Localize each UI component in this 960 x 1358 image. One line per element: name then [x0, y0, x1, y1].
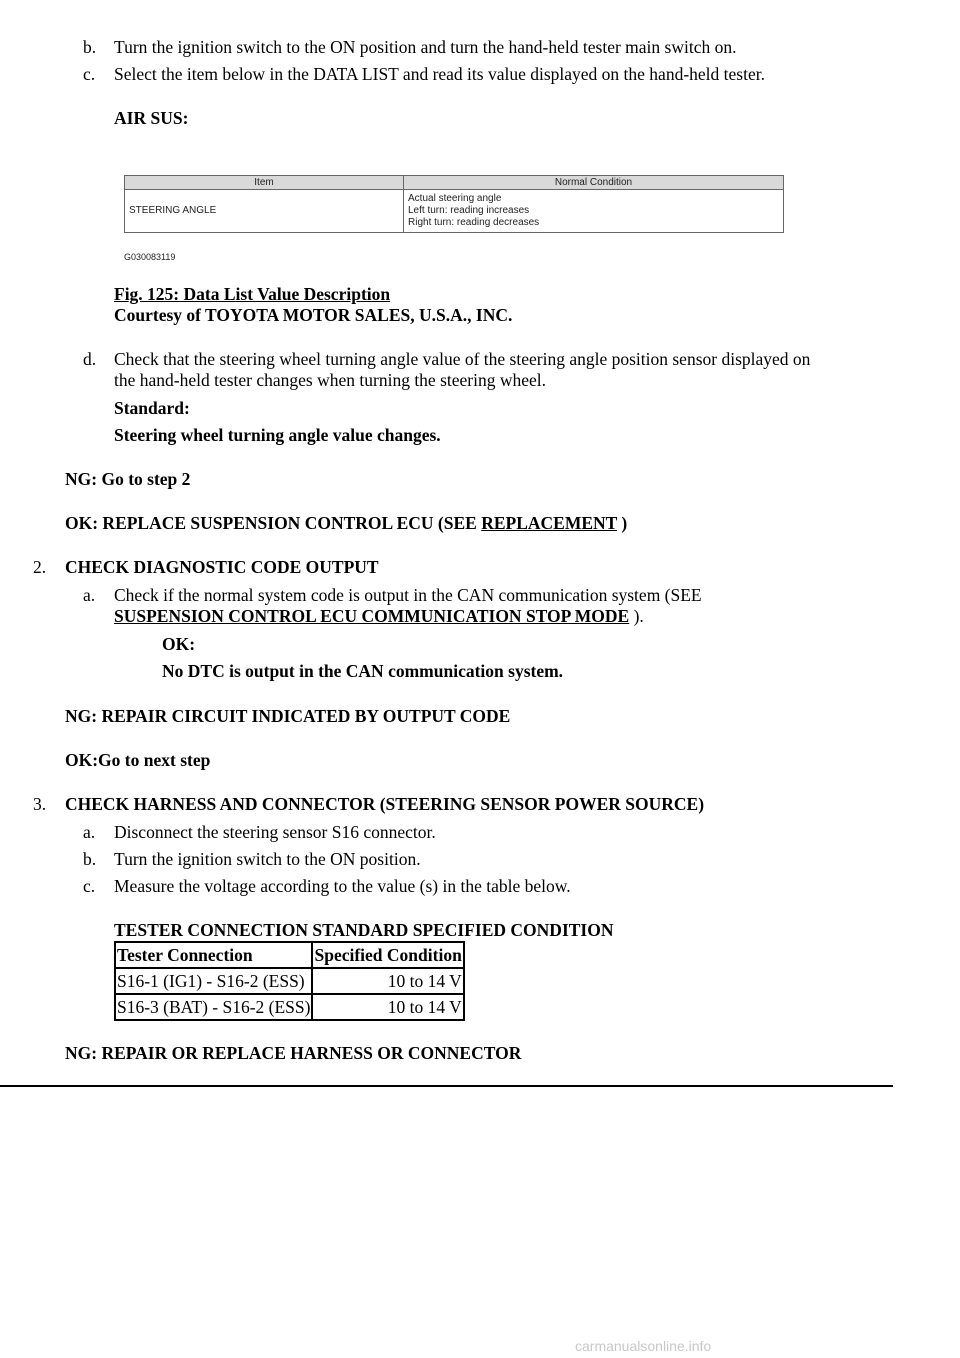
air-sus-heading: AIR SUS:	[114, 108, 189, 128]
list-marker-b: b.	[83, 37, 97, 57]
step3-title: CHECK HARNESS AND CONNECTOR (STEERING SENSOR POWER SOURCE)	[65, 794, 705, 814]
data-list-figure	[124, 175, 784, 262]
list-marker-c: c.	[83, 64, 96, 84]
step-number-2: 2.	[33, 557, 47, 577]
standard-text: Steering wheel turning angle value changes.	[114, 425, 441, 445]
ok-step1-suffix: )	[617, 513, 628, 533]
table-header-connection: Tester Connection	[115, 942, 312, 968]
table-cell-condition: 10 to 14 V	[312, 994, 463, 1020]
instruction-c: Select the item below in the DATA LIST and read its value displayed on the hand-held tester.	[114, 64, 765, 84]
figure-condition-line-2: Left turn: reading increases	[408, 205, 530, 216]
figure-row-condition	[404, 190, 784, 233]
figure-col-item: Item	[125, 176, 404, 190]
step-number-3: 3.	[33, 794, 47, 814]
list-marker-3b: b.	[83, 849, 97, 869]
courtesy-line: Courtesy of TOYOTA MOTOR SALES, U.S.A., INC.	[114, 305, 513, 325]
ok-step1	[65, 513, 627, 534]
ng-step1: NG: Go to step 2	[65, 469, 191, 489]
replacement-link[interactable]: REPLACEMENT	[481, 513, 618, 533]
instruction-2a: Check if the normal system code is output in the CAN communication system (SEE	[114, 585, 702, 605]
instruction-3b: Turn the ignition switch to the ON position.	[114, 849, 421, 869]
spec-table	[114, 941, 465, 1021]
figure-condition-line-3: Right turn: reading decreases	[408, 217, 540, 228]
figure-code: G030083119	[124, 252, 176, 262]
ok-label: OK:	[162, 634, 196, 654]
page-divider	[0, 1085, 893, 1087]
step2-title: CHECK DIAGNOSTIC CODE OUTPUT	[65, 557, 379, 577]
ng-step2: NG: REPAIR CIRCUIT INDICATED BY OUTPUT CODE	[65, 706, 511, 726]
list-marker-a: a.	[83, 585, 96, 605]
instruction-3c: Measure the voltage according to the value (s) in the table below.	[114, 876, 571, 896]
ok-step1-prefix: OK: REPLACE SUSPENSION CONTROL ECU (SEE	[65, 513, 482, 533]
table-cell-condition: 10 to 14 V	[312, 968, 463, 994]
table-cell-connection: S16-1 (IG1) - S16-2 (ESS)	[115, 968, 312, 994]
table-row	[115, 968, 464, 994]
instruction-d-line-1: Check that the steering wheel turning angle value of the steering angle position sensor displayed on	[114, 349, 811, 369]
table-header-condition: Specified Condition	[312, 942, 463, 968]
table-header-row	[115, 942, 464, 968]
figure-table	[124, 175, 784, 233]
instruction-2a-suffix: ).	[629, 606, 644, 626]
figure-condition-line-1: Actual steering angle	[408, 193, 502, 204]
table-caption: TESTER CONNECTION STANDARD SPECIFIED CONDITION	[114, 920, 614, 940]
figure-row-item: STEERING ANGLE	[125, 190, 404, 233]
ok-text: No DTC is output in the CAN communication system.	[162, 661, 564, 681]
table-cell-connection: S16-3 (BAT) - S16-2 (ESS)	[115, 994, 312, 1020]
instruction-b: Turn the ignition switch to the ON position and turn the hand-held tester main switch on.	[114, 37, 737, 57]
ng-step3: NG: REPAIR OR REPLACE HARNESS OR CONNECTOR	[65, 1043, 522, 1063]
list-marker-d: d.	[83, 349, 97, 369]
list-marker-3c: c.	[83, 876, 96, 896]
communication-stop-mode-link[interactable]: SUSPENSION CONTROL ECU COMMUNICATION STOP MODE	[114, 606, 630, 626]
ok-next-step: OK:Go to next step	[65, 750, 211, 770]
table-row	[115, 994, 464, 1020]
instruction-3a: Disconnect the steering sensor S16 connector.	[114, 822, 436, 842]
instruction-d-line-2: the hand-held tester changes when turning the steering wheel.	[114, 370, 547, 390]
list-marker-3a: a.	[83, 822, 96, 842]
instruction-2a-line-2	[114, 606, 644, 627]
figure-caption[interactable]: Fig. 125: Data List Value Description	[114, 284, 391, 304]
standard-label: Standard:	[114, 398, 190, 418]
footer-watermark: carmanualsonline.info	[575, 1338, 712, 1354]
figure-col-condition: Normal Condition	[404, 176, 784, 190]
